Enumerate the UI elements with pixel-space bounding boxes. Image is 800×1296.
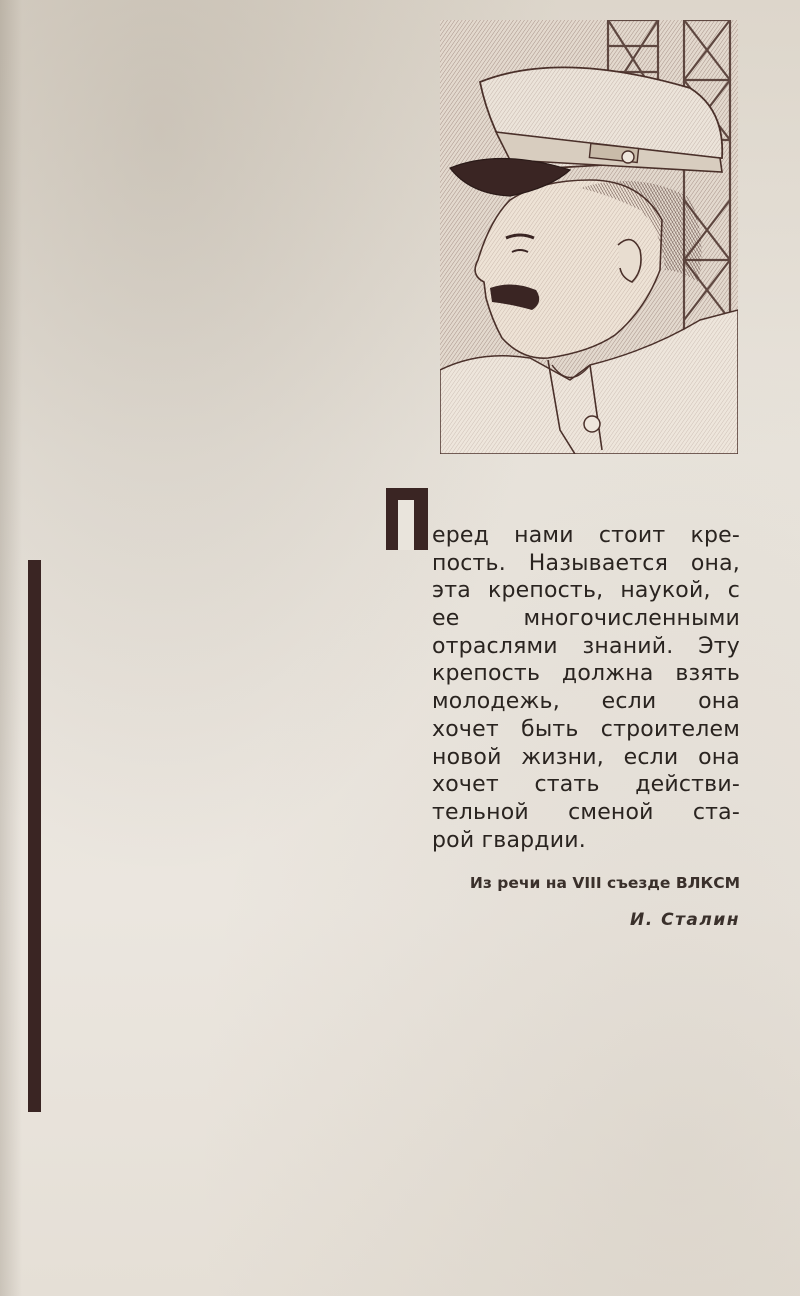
quote-line: эта крепость, наукой, с xyxy=(432,578,740,604)
portrait-illustration-svg xyxy=(440,20,738,454)
quote-line: хочет быть строителем xyxy=(432,716,740,742)
quote-line: тельной сменой ста- xyxy=(432,799,740,825)
quote-line: молодежь, если она xyxy=(432,689,740,715)
quote-line: рой гвардии. xyxy=(432,827,586,853)
decorative-vertical-bar xyxy=(28,560,41,1112)
quote-line: ее многочисленными xyxy=(432,606,740,632)
portrait-engraving xyxy=(440,20,738,454)
quote-line: пость. Называется она, xyxy=(432,550,740,576)
quote-line: еред нами стоит кре- xyxy=(432,523,740,548)
quote-line: хочет стать действи- xyxy=(432,772,740,798)
quote-source: Из речи на VIII съезде ВЛКСМ xyxy=(469,874,740,892)
drop-cap xyxy=(386,488,428,550)
drop-cap-letter xyxy=(386,488,387,489)
quote-line: крепость должна взять xyxy=(432,661,740,687)
quote-line: новой жизни, если она xyxy=(432,744,740,770)
quote-text xyxy=(432,522,740,854)
quote-line: отраслями знаний. Эту xyxy=(432,633,740,659)
quote-author: И. Сталин xyxy=(629,910,740,930)
